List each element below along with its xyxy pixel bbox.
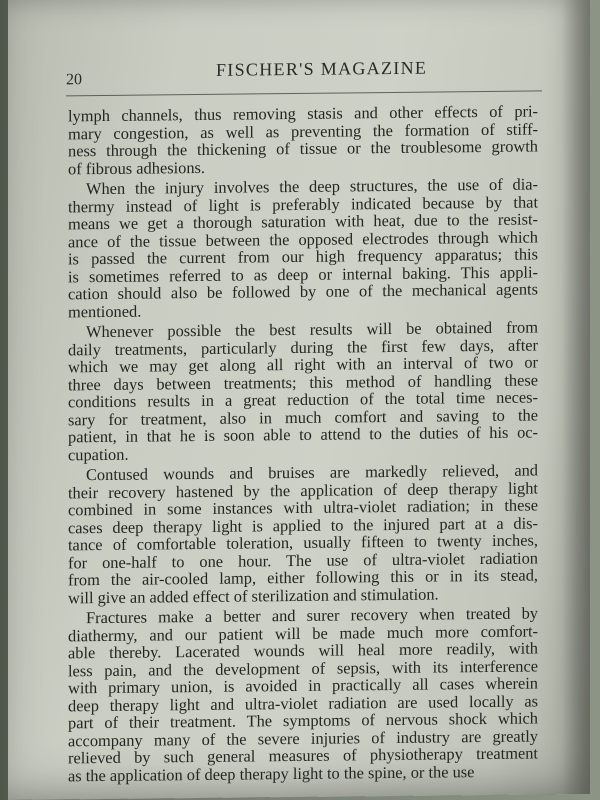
text-line: combined in some instances with ultra-violet radiation; in these bbox=[68, 495, 538, 520]
text-line: diathermy, and our patient will be made much more comfort- bbox=[68, 620, 538, 645]
page-number: 20 bbox=[66, 71, 82, 89]
paragraph bbox=[68, 175, 538, 320]
text-line: tance of comfortable toleration, usually fifteen to twenty inches, bbox=[68, 530, 538, 555]
text-line: ness through the thickening of tissue or the troublesome growth bbox=[68, 136, 538, 161]
text-line: which we may get along all right with an interval of two or bbox=[68, 352, 538, 377]
text-line: means we get a thorough saturation with heat, due to the resist- bbox=[68, 209, 538, 234]
text-line: their recovery hastened by the application of deep therapy light bbox=[68, 477, 538, 502]
text-line: thermy instead of light is preferably indicated because by that bbox=[68, 191, 538, 216]
text-line: mentioned. bbox=[68, 301, 142, 321]
text-line: less pain, and the development of sepsis, with its interference bbox=[68, 655, 538, 680]
text-line: relieved by such general measures of physiotherapy treatment bbox=[68, 743, 538, 768]
text-line: conditions results in a great reduction of the total time neces- bbox=[68, 387, 538, 412]
text-line: is passed the current from our high frequency apparatus; this bbox=[68, 244, 538, 269]
text-line: from the air-cooled lamp, either following this or in its stead, bbox=[68, 565, 538, 590]
text-line: three days between treatments; this method of handling these bbox=[68, 369, 538, 394]
magazine-page bbox=[8, 0, 590, 800]
text-line: for one-half to one hour. The use of ultra-violet radiation bbox=[68, 547, 538, 572]
text-line: patient, in that he is soon able to attend to the duties of his oc- bbox=[68, 422, 538, 447]
text-line: ance of the tissue between the opposed electrodes through which bbox=[68, 226, 538, 251]
text-line: When the injury involves the deep structures, the use of dia- bbox=[86, 174, 538, 199]
paragraph bbox=[68, 604, 538, 784]
text-line: Whenever possible the best results will be obtained from bbox=[86, 317, 538, 342]
text-line: deep therapy light and ultra-violet radiation are used locally as bbox=[68, 690, 538, 715]
text-line: with primary union, is avoided in practically all cases wherein bbox=[68, 673, 538, 698]
text-line: sary for treatment, also in much comfort and saving to the bbox=[68, 404, 538, 429]
header-rule bbox=[66, 90, 542, 96]
text-line: cation should also be followed by one of the mechanical agents bbox=[68, 279, 538, 304]
text-line: daily treatments, particularly during the first few days, after bbox=[68, 334, 538, 359]
paragraph bbox=[68, 461, 538, 606]
text-line: cupation. bbox=[68, 444, 129, 464]
magazine-title: FISCHER'S MAGAZINE bbox=[216, 57, 428, 80]
article-body bbox=[68, 102, 538, 787]
text-line: lymph channels, thus removing stasis and other effects of pri- bbox=[68, 101, 538, 126]
text-line: Fractures make a better and surer recovery when treated by bbox=[86, 603, 538, 628]
page-header bbox=[66, 56, 546, 89]
text-line: of fibrous adhesions. bbox=[68, 157, 206, 178]
text-line: mary congestion, as well as preventing the formation of stiff- bbox=[68, 118, 538, 143]
paragraph bbox=[68, 102, 538, 177]
text-line: is sometimes referred to as deep or internal baking. This appli- bbox=[68, 261, 538, 286]
text-line: accompany many of the severe injuries of industry are greatly bbox=[68, 725, 538, 750]
text-line: Contused wounds and bruises are markedly relieved, and bbox=[86, 460, 538, 485]
text-line: able thereby. Lacerated wounds will heal more readily, with bbox=[68, 638, 538, 663]
text-line: as the application of deep therapy light to the spine, or the use bbox=[68, 761, 475, 785]
text-line: will give an added effect of sterilization and stimulation. bbox=[68, 583, 439, 607]
page-edge-shadow bbox=[562, 0, 590, 794]
text-line: part of their treatment. The symptoms of nervous shock which bbox=[68, 708, 538, 733]
paragraph bbox=[68, 318, 538, 463]
text-line: cases deep therapy light is applied to the injured part at a dis- bbox=[68, 512, 538, 537]
